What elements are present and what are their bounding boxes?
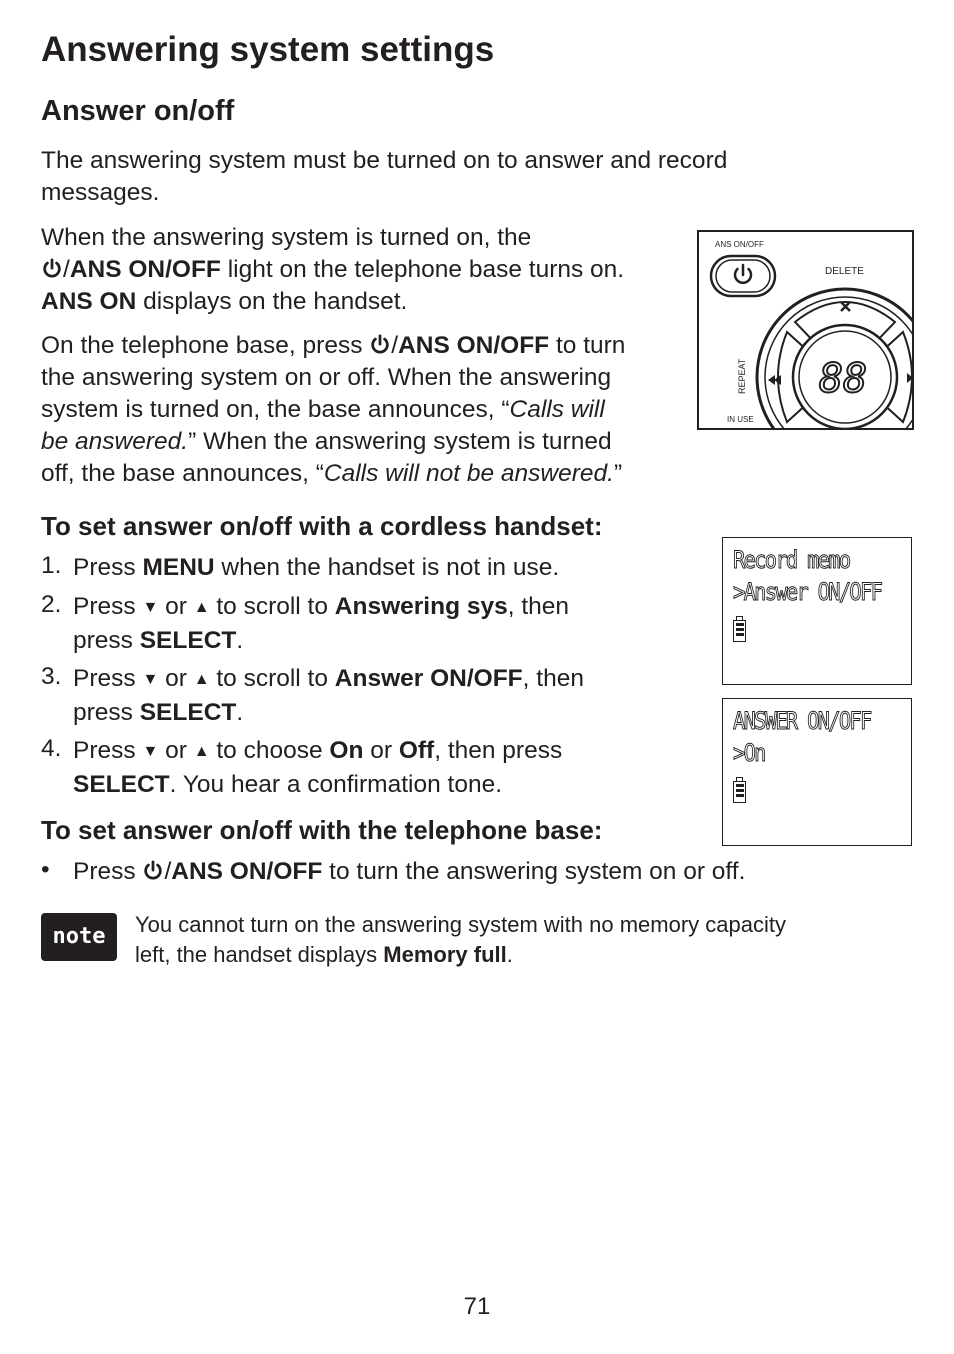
ans-on-off-label: ANS ON/OFF <box>715 240 764 249</box>
note-text: You cannot turn on the answering system with no memory capacity left, the handset displays Memory full. <box>135 912 786 967</box>
base-buttons-drawing <box>699 232 912 428</box>
section-title: Answer on/off <box>41 95 235 127</box>
up-arrow-icon: ▲ <box>193 743 210 760</box>
paragraph-ans-on <box>41 222 691 318</box>
step-number: 2. <box>41 591 62 618</box>
battery-icon <box>733 620 746 642</box>
up-arrow-icon: ▲ <box>193 671 210 688</box>
step-number: 4. <box>41 735 62 762</box>
step-number: 1. <box>41 552 62 579</box>
para1-line2: /ANS ON/OFF light on the telephone base turns on. <box>41 254 691 286</box>
down-arrow-icon: ▼ <box>142 599 159 616</box>
power-icon <box>142 860 164 882</box>
power-icon <box>41 258 63 280</box>
handset-screen-answer-on-off <box>722 698 912 846</box>
down-arrow-icon: ▼ <box>142 743 159 760</box>
para1-line1: When the answering system is turned on, the <box>41 224 532 251</box>
battery-icon <box>733 781 746 803</box>
handset-heading: To set answer on/off with a cordless handset: <box>41 511 603 541</box>
in-use-label: IN USE <box>727 415 754 424</box>
base-heading: To set answer on/off with the telephone base: <box>41 815 603 845</box>
telephone-base-illustration <box>697 230 914 430</box>
lcd-line-selected: >On <box>733 739 765 767</box>
page-title: Answering system settings <box>41 30 495 69</box>
bullet-item: Press /ANS ON/OFF to turn the answering system on or off. <box>73 858 746 885</box>
up-arrow-icon: ▲ <box>193 599 210 616</box>
paragraph-base-press: On the telephone base, press /ANS ON/OFF to turn the answering system on or off. When the answering system is turned on, the base announces, “Calls will be answered.” When the answering system is turned off, the base announces, “Calls will not be answered.” <box>41 332 626 487</box>
para1-line3: ANS ON displays on the handset. <box>41 288 408 315</box>
note-badge: note <box>41 913 117 961</box>
step-3: Press ▼ or ▲ to scroll to Answer ON/OFF, then press SELECT. <box>73 665 584 726</box>
handset-screen-answering-sys <box>722 537 912 685</box>
bullet-dot: • <box>41 856 50 883</box>
step-4: Press ▼ or ▲ to choose On or Off, then press SELECT. You hear a confirmation tone. <box>73 737 563 798</box>
intro-paragraph: The answering system must be turned on to answer and record messages. <box>41 147 728 206</box>
down-arrow-icon: ▼ <box>142 671 159 688</box>
repeat-label: REPEAT <box>737 358 747 394</box>
lcd-line: Record memo <box>733 546 850 574</box>
step-1: Press MENU when the handset is not in use. <box>73 554 560 581</box>
lcd-line-selected: >Answer ON/OFF <box>733 578 882 606</box>
power-icon <box>369 334 391 356</box>
led-display: 88 <box>819 356 868 402</box>
page-number: 71 <box>463 1293 491 1320</box>
delete-label: DELETE <box>825 266 864 277</box>
lcd-line: ANSWER ON/OFF <box>733 707 871 735</box>
step-2: Press ▼ or ▲ to scroll to Answering sys, then press SELECT. <box>73 593 570 654</box>
step-number: 3. <box>41 663 62 690</box>
